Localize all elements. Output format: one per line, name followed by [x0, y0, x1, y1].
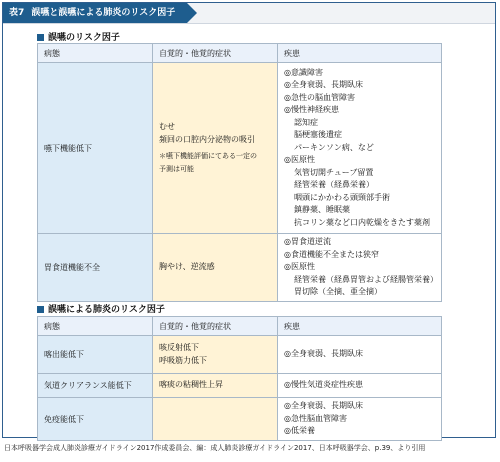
- square-bullet-icon: [37, 34, 44, 41]
- disease-item: ◎食道機能不全または狭窄: [284, 249, 379, 259]
- disease-item: ◎胃食道逆流: [284, 237, 331, 247]
- header-diseases: 疾患: [278, 317, 442, 336]
- table-frame: [2, 2, 496, 438]
- section1-title: [37, 30, 120, 43]
- section1-title-text: 誤嚥のリスク因子: [48, 33, 120, 43]
- diseases-cell: [278, 374, 442, 398]
- symptom-item: 咳反射低下: [159, 343, 199, 352]
- disease-item: 咽頭にかかわる頭頸部手術: [294, 192, 390, 202]
- disease-item: ◎全身衰弱、長期臥床: [284, 349, 363, 359]
- symptom-item: 胸やけ、逆流感: [159, 262, 215, 272]
- disease-item: ◎慢性気道炎症性疾患: [284, 380, 363, 390]
- diseases-cell: [278, 63, 442, 234]
- symptom-note: [159, 150, 271, 175]
- condition-cell: 気道クリアランス能低下: [38, 374, 153, 398]
- note-line: 予測は可能: [159, 164, 194, 173]
- symptoms-cell: [153, 336, 278, 374]
- table-row: [38, 234, 442, 302]
- pneumonia-risk-table: [37, 316, 442, 441]
- header-symptoms: 自覚的・他覚的症状: [153, 44, 278, 63]
- symptom-item: むせ: [159, 122, 175, 131]
- symptom-item: 呼吸筋力低下: [159, 355, 207, 365]
- table-row: [38, 336, 442, 374]
- table-row: [38, 63, 442, 234]
- citation-footer: 日本呼吸器学会成人肺炎診療ガイドライン2017作成委員会、編：成人肺炎診療ガイドライン2017、日本呼吸器学会、p.39、より引用: [4, 444, 426, 452]
- condition-cell: 嚥下機能低下: [38, 63, 153, 234]
- disease-item: ◎慢性神経疾患: [284, 105, 339, 115]
- disease-item: 脳梗塞後遺症: [294, 130, 342, 140]
- table-title: 誤嚥と誤嚥による肺炎のリスク因子: [31, 8, 176, 18]
- disease-item: ◎医原性: [284, 262, 315, 272]
- disease-item: ◎全身衰弱、長期臥床: [284, 401, 363, 411]
- table-label: 表7: [9, 8, 25, 18]
- disease-item: ◎医原性: [284, 155, 315, 165]
- header-diseases: 疾患: [278, 44, 442, 63]
- aspiration-risk-table: [37, 43, 442, 302]
- square-bullet-icon: [37, 306, 44, 313]
- disease-item: 経管栄養（経鼻栄養）: [294, 180, 374, 190]
- table-title-tag: [3, 3, 187, 23]
- symptoms-cell: [153, 374, 278, 398]
- diseases-cell: [278, 234, 442, 302]
- disease-item: 経管栄養（経鼻胃管および経腸管栄養）: [294, 274, 438, 284]
- disease-item: 胃切除（全摘、亜全摘）: [294, 287, 382, 297]
- symptoms-cell: [153, 234, 278, 302]
- condition-cell: 喀出能低下: [38, 336, 153, 374]
- table-header-row: [38, 317, 442, 336]
- symptoms-cell: [153, 63, 278, 234]
- diseases-cell: [278, 336, 442, 374]
- disease-item: 気管切開チューブ留置: [294, 167, 374, 177]
- disease-item: ◎急性の脳血管障害: [284, 92, 355, 102]
- disease-item: ◎意識障害: [284, 67, 323, 77]
- table-row: [38, 374, 442, 398]
- disease-item: ◎全身衰弱、長期臥床: [284, 80, 363, 90]
- table-row: [38, 398, 442, 441]
- disease-item: 抗コリン薬など口内乾燥をきたす薬剤: [294, 217, 430, 227]
- symptoms-cell: [153, 398, 278, 441]
- condition-cell: 免疫能低下: [38, 398, 153, 441]
- diseases-cell: [278, 398, 442, 441]
- disease-item: ◎低栄養: [284, 426, 315, 436]
- header-condition: 病態: [38, 44, 153, 63]
- symptom-item: 喀痰の粘稠性上昇: [159, 380, 223, 390]
- disease-item: ◎急性脳血管障害: [284, 413, 347, 423]
- condition-cell: 胃食道機能不全: [38, 234, 153, 302]
- header-condition: 病態: [38, 317, 153, 336]
- table-header-row: [38, 44, 442, 63]
- section2-title: [37, 302, 165, 315]
- disease-item: 認知症: [294, 117, 318, 127]
- table-header-bar: [3, 3, 495, 24]
- section2-title-text: 誤嚥による肺炎のリスク因子: [48, 305, 165, 315]
- note-line: ＊嚥下機能評価にてある一定の: [159, 152, 257, 160]
- disease-item: パーキンソン病、など: [294, 142, 374, 152]
- header-symptoms: 自覚的・他覚的症状: [153, 317, 278, 336]
- disease-item: 鎮静薬、睡眠薬: [294, 205, 350, 215]
- symptom-item: 頻回の口腔内分泌物の吸引: [159, 134, 255, 144]
